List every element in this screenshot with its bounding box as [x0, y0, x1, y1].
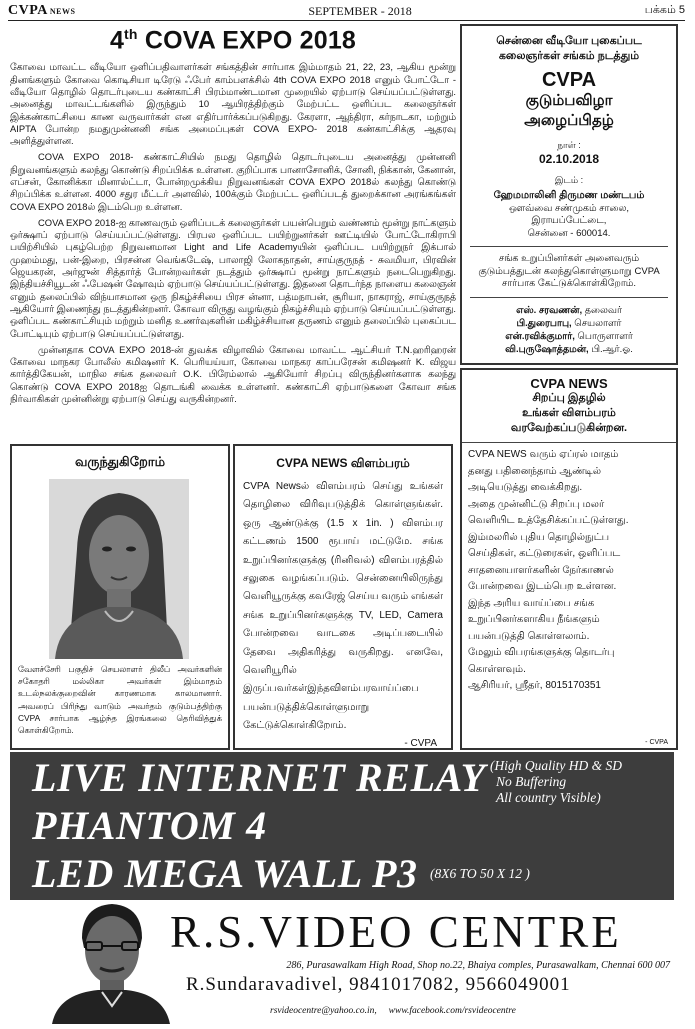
- page-number: பக்கம் 5: [644, 4, 685, 16]
- banner-note-line: (High Quality HD & SD: [490, 758, 622, 773]
- proprietor-photo: [52, 894, 170, 1024]
- special-subheading: வரவேற்கப்படுகின்றன.: [510, 422, 628, 434]
- invite-event-title: குடும்பவிழா: [525, 91, 613, 109]
- company-address: 286, Purasawalkam High Road, Shop no.22, Bhaiya comples, Purasawalkam, Chennai 600 007: [286, 960, 670, 971]
- company-name: R.S.VIDEO CENTRE: [170, 907, 622, 957]
- portrait-image: [49, 479, 189, 659]
- bearer-role: பொருளாளர்: [574, 330, 633, 342]
- special-issue-box: [460, 368, 678, 750]
- expo-article: [10, 24, 456, 436]
- article-paragraph: COVA EXPO 2018- கண்காட்சியில் நமது தொழில் தொடர்புடைய அனைத்து முன்னனி நிறுவனங்களும் கலந்து கொண்டு சிறப்பிக்க உள்ளன. குறிப்பாக பானாசோனிக், சோனி, நிக்கான், கேனான், எப்சன், கோனிக்கா மினால்ட்டா, போன்றமுக்கிய நிறுவனங்கள் COVA EXPO 2018ல் கலந்து கொண்டு சிறப்பிக்க உள்ளன. 4000 சதுர மீட்டர் அளவில், 100க்கும் மேற்பட்ட ஒளிப்படத் துறைக்கான அரங்கங்கள் COVA EXPO 2018ல் இடம்பெற உள்ளன.: [10, 151, 456, 212]
- article-title: [10, 26, 456, 55]
- bearer-role: செயலாளர்: [571, 317, 622, 329]
- invite-event-subtitle: அழைப்பிதழ்: [524, 111, 614, 129]
- event-date: 02.10.2018: [538, 152, 600, 166]
- special-body: [462, 447, 676, 695]
- bearer-role: தலைவர்: [582, 304, 622, 316]
- family-event-invitation: [460, 24, 678, 365]
- venue-line: சென்னை - 600014.: [527, 227, 611, 239]
- divider: [470, 246, 668, 247]
- bearer-name: எஸ். சரவணன்,: [516, 304, 583, 316]
- venue-line: ஔவ்வை சண்முகம் சாலை,: [508, 202, 629, 214]
- banner-line: LIVE INTERNET RELAY: [32, 755, 486, 800]
- date-label: நாள் :: [557, 139, 581, 150]
- special-line: மேலும் விபரங்களுக்கு தொடர்பு: [468, 647, 615, 658]
- special-line: ஆசிரியர், ஸ்ரீதர், 8015170351: [468, 680, 601, 691]
- title-number: 4: [109, 26, 125, 55]
- invite-org: CVPA: [541, 69, 597, 91]
- promo-banner: [10, 752, 674, 900]
- bearer-name: வி.புருஷோத்தமன்,: [505, 343, 589, 355]
- masthead-brand: [8, 3, 75, 19]
- advert-signature: - CVPA: [404, 737, 437, 749]
- bearer-name: என்.ரவிக்குமார்,: [505, 330, 575, 342]
- divider: [470, 297, 668, 298]
- brand-sub: NEWS: [49, 7, 76, 16]
- banner-note: [490, 758, 622, 806]
- special-subheading: சிறப்பு இதழில்: [532, 392, 606, 404]
- brand-name: CVPA: [8, 3, 48, 18]
- divider: [462, 442, 676, 443]
- advert-footer: [10, 902, 674, 1024]
- issue-month: SEPTEMBER - 2018: [308, 3, 412, 18]
- special-line: கொள்ளவும்.: [468, 663, 526, 675]
- special-line: அடியெடுத்து வைக்கிறது.: [468, 482, 583, 493]
- special-line: பயன்படுத்தி கொள்ளலாம்.: [468, 630, 590, 642]
- obituary-text: வேளச்சேரி பகுதிச் செயலாளர் திலீப் அவர்களின் சகோதரி மல்லிகா அவர்கள் இம்மாதம் உடல்நலக்குறைவின் காரணமாக காலமானார். அவரைப் பிரிந்து வாடும் அவர்தம் குடும்பத்திற்கு CVPA சார்பாக ஆழ்ந்த இரங்கலை தெரிவித்துக் கொள்கிறோம்.: [18, 664, 222, 736]
- special-line: இந்த அரிய வாய்ப்பை சங்க: [468, 597, 595, 609]
- invite-line: கலைஞர்கள் சங்கம் நடத்தும்: [498, 50, 640, 62]
- special-line: தனது பதினைந்தாம் ஆண்டில்: [468, 465, 602, 477]
- special-line: சாதனையாளர்களின் நேர்காணல்: [468, 564, 614, 576]
- obituary-title: வருந்துகிறோம்: [74, 454, 166, 469]
- contact-phones: R.Sundaravadivel, 9841017082, 9566049001: [186, 974, 571, 995]
- contact-facebook: www.facebook.com/rsvideocentre: [388, 1006, 516, 1016]
- banner-size-note: (8X6 TO 50 X 12 ): [430, 866, 530, 881]
- office-bearers: [462, 304, 676, 356]
- contact-web: [270, 1006, 516, 1016]
- invite-line: சென்னை வீடியோ புகைப்பட: [496, 35, 642, 47]
- page-header: [8, 2, 685, 21]
- venue-line: இராயப்பேட்டை,: [531, 215, 607, 226]
- title-ordinal: th: [124, 26, 138, 42]
- special-heading: CVPA NEWS: [530, 376, 608, 391]
- special-line: வெளியிட உத்தேசிக்கப்பட்டுள்ளது.: [468, 515, 629, 526]
- special-line: போன்றவை இடம்பெற உள்ளன.: [468, 581, 617, 592]
- title-text: COVA EXPO 2018: [137, 26, 357, 55]
- venue-name: ஹேமமாலினி திருமண மண்டபம்: [493, 190, 645, 201]
- special-signature: - CVPA: [645, 739, 668, 746]
- banner-line: LED MEGA WALL P3: [32, 851, 418, 896]
- article-paragraph: கோவை மாவட்ட வீடியோ ஒளிப்பதிவாளர்கள் சங்கத்தின் சார்பாக இம்மாதம் 21, 22, 23, ஆகிய மூன்று தினங்களும் கோவை கொடிசியா டிரேடு ஃபேர் காம்பளக்சில் 4th COVA EXPO 2018 எனும் போட்டோ - வீடியோ தொழில் தொடர்புடைய கண்காட்சி பிரம்மாண்டமான முறையில் ஏற்பாடு செய்யப்பட்டுள்ளது. அனைத்து மாவட்டங்களில் இருந்தும் 10 ஆயிரத்திற்கும் மேற்பட்ட ஒளிப்பட கலைஞர்கள் இக்கண்காட்சியை காண வருவார்கள் என எதிர்பார்க்கப்படுகிறது. கேரளா, ஆந்திரா, கர்நாடகா, மற்றும் AIPTA போன்ற நமதுமுன்னனி சங்க அமைப்புகள் COVA EXPO- 2018 கண்காட்சிக்கு ஆதரவு அளித்துள்ளன.: [10, 61, 456, 147]
- article-paragraph: முன்னதாக COVA EXPO 2018-ன் துவக்க விழாவில் கோவை மாவட்ட ஆட்சியர் T.N.ஹரிஹரன் கோவை மாநகர போலீஸ் கமிஷனர் K. பெரியய்யா, கோவை மாநகர காப்பரேசன் கமிஷனர் K. விஜய கார்த்திகேயன், மாநில சங்க தலைவர் O.K. பிரேம்லால் ஆகியோர் சிறப்பு விருந்தினர்களாக கலந்து கொண்டு COVA EXPO 2018ஐ தொடங்கி வைக்க உள்ளனர். கண்காட்சி ஏற்பாடுகளை கோவா சங்க நிர்வாகிகள் முன்னின்று ஏற்பாடு செய்து வருகின்றனர்.: [10, 343, 456, 405]
- banner-note-line: All country Visible): [496, 790, 601, 805]
- obituary-photo: [49, 479, 189, 659]
- advertisement-box: [233, 444, 453, 750]
- bearer-name: பி.துரைபாபு,: [516, 317, 572, 329]
- advert-body: CVPA Newsல் விளம்பரம் செய்து உங்கள் தொழிலை விரிவுபடுத்திக் கொள்ளுங்கள். ஒரு ஆண்டுக்கு (1.5 x 1in. ) விளம்பர கட்டணம் 1500 ரூபாய் மட்டுமே. சங்க உறுப்பினர்களுக்கு (ரினிவல்) விளம்பரத்தில் சலுகை வழங்கப்படும். சென்னையிலிருந்து வெளியூருக்கு கவரேஜ் செய்ய வரும் எங்கள் சங்க உறுப்பினர்களுக்கு TV, LED, Camera போன்றவை வாடகை அடிப்படையில் தேவை அதிகரித்து வருகிறது. எனவே, வெளியூரில் இருப்பவர்கள்இந்தவிளம்பரவாய்ப்பை பயன்படுத்திக்கொள்ளுமாறு கேட்டுக்கொள்கிறோம்.: [243, 481, 443, 732]
- obituary-box: [10, 444, 230, 750]
- special-line: CVPA NEWS வரும் ஏப்ரல் மாதம்: [468, 449, 619, 460]
- special-line: செய்திகள், கட்டுரைகள், ஒளிப்பட: [468, 548, 621, 559]
- bearer-role: பி.ஆர்.ஓ.: [588, 343, 633, 355]
- banner-line: PHANTOM 4: [32, 803, 267, 848]
- advert-title: CVPA NEWS விளம்பரம்: [276, 456, 410, 470]
- portrait-image: [52, 894, 170, 1024]
- invite-note: சங்க உறுப்பினர்கள் அனைவரும் குடும்பத்துடன் கலந்துகொள்ளுமாறு CVPA சார்பாக கேட்டுக்கொள்கிறோம்.: [478, 253, 660, 289]
- banner-note-line: No Buffering: [496, 774, 567, 789]
- special-subheading: உங்கள் விளம்பரம்: [522, 407, 616, 419]
- special-line: இம்மலரில் புதிய தொழில்நுட்ப: [468, 531, 610, 543]
- contact-email: rsvideocentre@yahoo.co.in,: [270, 1006, 377, 1016]
- special-line: அதை முன்னிட்டு சிறப்பு மலர்: [468, 498, 605, 510]
- article-paragraph: COVA EXPO 2018-ஐ காணவரும் ஒளிப்படக் கலைஞர்கள் பயன்பெறும் வண்ணம் மூன்று நாட்களும் ஒர்க்ஷாப் ஏற்பாடு செய்யப்பட்டுள்ளது. பிரபல ஒளிப்பட பயிற்றுனர்கள் ஊட்டியில் போட்டோகிராபி பயிற்சியில் புகழ்பெற்ற நிறுவனமான Light and Life Academyயின் ஒளிப்பட பயிற்றுநர் இக்பால் முஹம்மது, பன்-இறை, பிரசன்ன வெங்கடேஷ், பாலாஜி லோகநாதன், சாய்குருநத் - சுவமியா, பிரவின் ஜெயகரன், அர்ஜுன் சித்தார்த் போன்றவர்கள் நடத்தும் ஒர்க்ஷாப் மூன்று நாட்களும் நடைபெறுகிறது. இந்தியச்சியூடன் ஃபேஷன் ஷோவும் ஏற்பாடு செய்யப்பட்டுள்ளது. இதனை தொடர்ந்த நாளைய கலைஞன் எனும் தலைப்பில் விந்யாசமான ஒரு நிகழ்ச்சியை பிரச ன்னா, பத்மநாபன், சூரியா, நாகராஜ், சாய்குருநத் ஆகியோர் இணைந்து நடத்துகின்றனர். கோவா விருது வழங்கும் நிகழ்ச்சியும் ஏற்பாடு செய்யப்பட்டுள்ளது. ஒளிப்பட கண்காட்சியும் மற்றும் மனித உணர்வுகளின் மகிழ்ச்சியான தருணம் எனும் தலைப்பில் புகைப்பட போட்டியும் ஏற்பாடு செய்யப்பட்டுள்ளது.: [10, 216, 456, 339]
- venue-label: இடம் :: [554, 174, 584, 185]
- special-line: உறுப்பினர்களாகிய நீங்களும்: [468, 614, 600, 625]
